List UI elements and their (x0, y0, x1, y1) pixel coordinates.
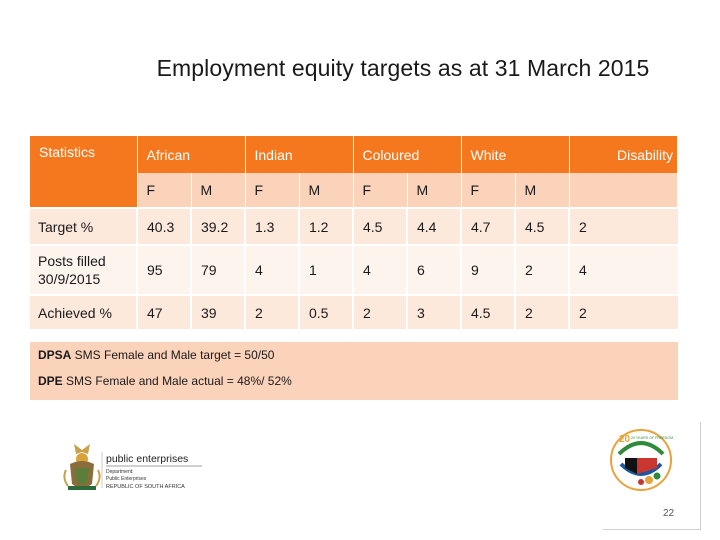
subheader-cell: F (461, 173, 515, 208)
table-cell: 1.3 (245, 208, 299, 245)
table-cell: 39.2 (191, 208, 245, 245)
note-lead: DPSA (38, 348, 72, 362)
table-cell: 1 (299, 245, 353, 295)
table-cell: 2 (569, 295, 678, 329)
subheader-cell: M (407, 173, 461, 208)
table-cell: 4 (353, 245, 407, 295)
note-text: SMS Female and Male actual = 48%/ 52% (62, 374, 292, 388)
note-line (38, 373, 670, 399)
subheader-cell: F (245, 173, 299, 208)
table-cell: 4.5 (461, 295, 515, 329)
table-header-row (30, 136, 678, 173)
department-logo (60, 440, 210, 500)
table-cell: 47 (137, 295, 191, 329)
subheader-cell: F (137, 173, 191, 208)
svg-text:Public Enterprises: Public Enterprises (106, 476, 147, 482)
stub-header: Statistics (30, 136, 137, 208)
slide-title: Employment equity targets as at 31 March 2015 (156, 55, 650, 81)
group-header-african: African (137, 136, 245, 173)
equity-table (30, 136, 678, 329)
row-label: Target % (30, 208, 137, 245)
subheader-cell: M (515, 173, 569, 208)
svg-text:20: 20 (619, 434, 631, 445)
table-cell: 9 (461, 245, 515, 295)
subheader-cell (569, 173, 678, 208)
group-header-white: White (461, 136, 569, 173)
table-cell: 2 (569, 208, 678, 245)
notes-box (30, 342, 678, 400)
table-cell: 1.2 (299, 208, 353, 245)
svg-text:20 YEARS OF FREEDOM: 20 YEARS OF FREEDOM (631, 436, 674, 440)
table-cell: 4.5 (353, 208, 407, 245)
group-header-coloured: Coloured (353, 136, 461, 173)
coat-of-arms-icon (60, 440, 210, 500)
table-cell: 4.7 (461, 208, 515, 245)
table-cell: 2 (353, 295, 407, 329)
svg-text:REPUBLIC OF SOUTH AFRICA: REPUBLIC OF SOUTH AFRICA (106, 484, 185, 490)
subheader-cell: M (191, 173, 245, 208)
note-line (38, 347, 670, 373)
note-text: SMS Female and Male target = 50/50 (71, 348, 275, 362)
table-row (30, 245, 678, 295)
table-cell: 2 (245, 295, 299, 329)
table-cell: 95 (137, 245, 191, 295)
svg-text:public enterprises: public enterprises (106, 453, 189, 465)
table-cell: 79 (191, 245, 245, 295)
table-cell: 39 (191, 295, 245, 329)
freedom-badge (605, 424, 677, 496)
note-lead: DPE (38, 374, 63, 388)
table-cell: 6 (407, 245, 461, 295)
svg-text:Department:: Department: (106, 469, 134, 475)
table-cell: 4.5 (515, 208, 569, 245)
table-cell: 40.3 (137, 208, 191, 245)
table-cell: 2 (515, 245, 569, 295)
table-cell: 4 (569, 245, 678, 295)
table-cell: 3 (407, 295, 461, 329)
table-cell: 4 (245, 245, 299, 295)
subheader-cell: F (353, 173, 407, 208)
table-row (30, 208, 678, 245)
table-cell: 2 (515, 295, 569, 329)
row-label: Achieved % (30, 295, 137, 329)
twenty-years-freedom-icon (605, 424, 677, 496)
subheader-cell: M (299, 173, 353, 208)
group-header-indian: Indian (245, 136, 353, 173)
table-cell: 0.5 (299, 295, 353, 329)
row-label: Posts filled 30/9/2015 (30, 245, 137, 295)
group-header-disability: Disability (569, 136, 678, 173)
page-number: 22 (663, 508, 675, 519)
table-row (30, 295, 678, 329)
table-cell: 4.4 (407, 208, 461, 245)
